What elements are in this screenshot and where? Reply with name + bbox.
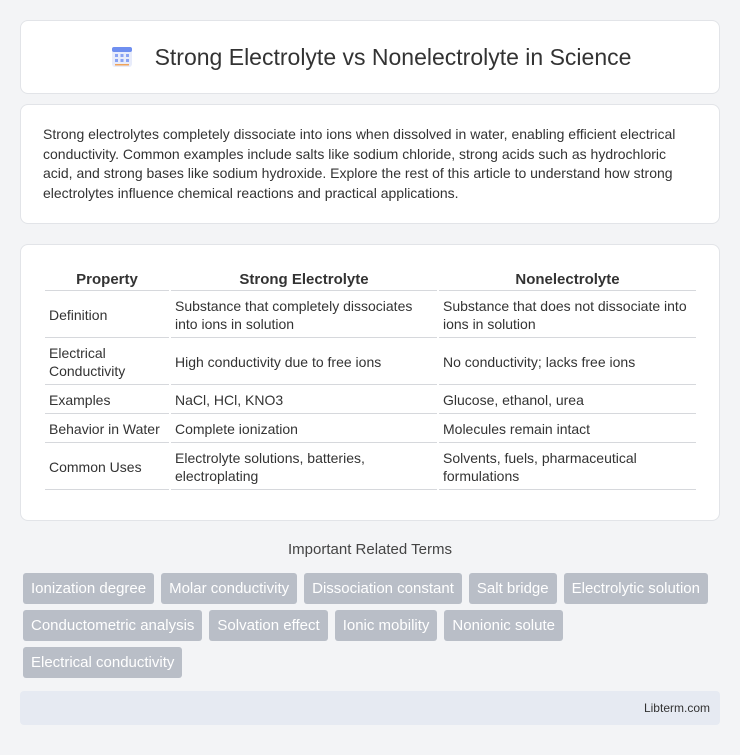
footer: [20, 691, 720, 725]
cell-strong: Complete ionization: [171, 416, 437, 443]
table-grid-icon: [109, 44, 135, 70]
related-term-tag[interactable]: Electrical conductivity: [23, 647, 182, 678]
table-row: [45, 293, 696, 338]
related-term-tag[interactable]: Solvation effect: [209, 610, 327, 641]
cell-strong: Electrolyte solutions, batteries, electroplating: [171, 445, 437, 490]
page-title: Strong Electrolyte vs Nonelectrolyte in Science: [154, 43, 632, 70]
related-terms-list: [23, 573, 723, 684]
cell-non: No conductivity; lacks free ions: [439, 340, 696, 385]
cell-property: Examples: [45, 387, 169, 414]
intro-text: Strong electrolytes completely dissociate into ions when dissolved in water, enabling efficient electrical conductivity. Common examples include salts like sodium chloride, strong acids such as hydrochloric acid, and strong bases like sodium hydroxide. Explore the rest of this article to understand how strong electrolytes influence chemical reactions and practical applications.: [43, 126, 676, 201]
header-property: Property: [45, 265, 169, 291]
footer-site-link[interactable]: Libterm.com: [643, 701, 710, 715]
related-term-tag[interactable]: Ionization degree: [23, 573, 154, 604]
intro-card: [20, 104, 720, 224]
comparison-table: [43, 263, 698, 492]
related-term-tag[interactable]: Conductometric analysis: [23, 610, 202, 641]
table-row: [45, 340, 696, 385]
cell-non: Molecules remain intact: [439, 416, 696, 443]
comparison-card: [20, 244, 720, 521]
related-term-tag[interactable]: Salt bridge: [469, 573, 557, 604]
related-terms-title: Important Related Terms: [288, 541, 452, 558]
cell-strong: High conductivity due to free ions: [171, 340, 437, 385]
related-term-tag[interactable]: Nonionic solute: [444, 610, 563, 641]
cell-non: Substance that does not dissociate into ions in solution: [439, 293, 696, 338]
table-row: [45, 445, 696, 490]
cell-property: Electrical Conductivity: [45, 340, 169, 385]
related-term-tag[interactable]: Ionic mobility: [335, 610, 438, 641]
related-term-tag[interactable]: Molar conductivity: [161, 573, 297, 604]
header-strong-electrolyte: Strong Electrolyte: [171, 265, 437, 291]
table-row: [45, 416, 696, 443]
header-card: [20, 20, 720, 94]
cell-non: Glucose, ethanol, urea: [439, 387, 696, 414]
table-row: [45, 387, 696, 414]
related-term-tag[interactable]: Electrolytic solution: [564, 573, 708, 604]
table-header-row: [45, 265, 696, 291]
cell-strong: Substance that completely dissociates into ions in solution: [171, 293, 437, 338]
cell-property: Definition: [45, 293, 169, 338]
cell-non: Solvents, fuels, pharmaceutical formulations: [439, 445, 696, 490]
header-nonelectrolyte: Nonelectrolyte: [439, 265, 696, 291]
cell-property: Behavior in Water: [45, 416, 169, 443]
related-term-tag[interactable]: Dissociation constant: [304, 573, 462, 604]
cell-strong: NaCl, HCl, KNO3: [171, 387, 437, 414]
cell-property: Common Uses: [45, 445, 169, 490]
